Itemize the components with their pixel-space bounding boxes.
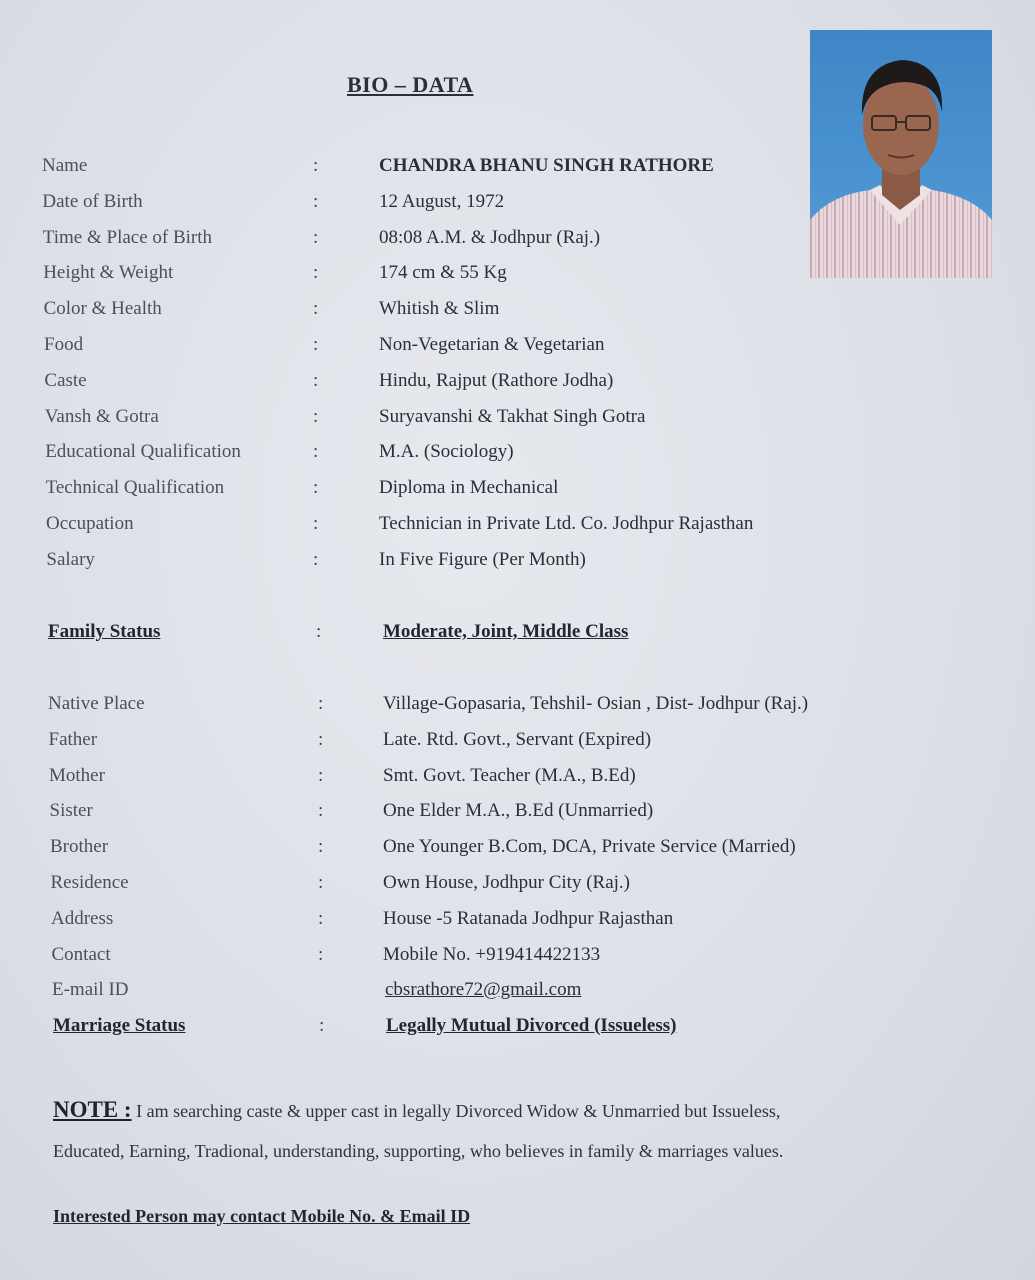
colon: :	[313, 262, 319, 284]
detail-value: 12 August, 1972	[379, 190, 505, 212]
colon: :	[313, 513, 319, 534]
detail-label: Native Place	[48, 693, 145, 714]
colon: :	[318, 764, 324, 786]
detail-label: Father	[48, 728, 98, 750]
family-status-value: Moderate, Joint, Middle Class	[383, 621, 629, 642]
colon: :	[318, 693, 324, 714]
detail-value: Whitish & Slim	[379, 298, 500, 320]
marriage-status-value: Legally Mutual Divorced (Issueless)	[386, 1015, 677, 1036]
colon: :	[313, 155, 319, 176]
detail-value: One Elder M.A., B.Ed (Unmarried)	[383, 800, 654, 822]
detail-label: Caste	[44, 369, 87, 391]
detail-value: Diploma in Mechanical	[379, 477, 559, 499]
email-link[interactable]: cbsrathore72@gmail.com	[385, 979, 582, 1000]
detail-label: Educational Qualification	[45, 441, 241, 463]
detail-row	[0, 513, 1035, 543]
detail-label: Salary	[46, 548, 95, 570]
colon: :	[313, 334, 319, 355]
detail-value: One Younger B.Com, DCA, Private Service (Married)	[383, 836, 796, 858]
email-row	[0, 979, 1035, 1009]
detail-label: Mother	[49, 764, 105, 786]
detail-value: Late. Rtd. Govt., Servant (Expired)	[383, 728, 652, 750]
detail-row	[0, 729, 1035, 759]
detail-row	[0, 155, 1035, 185]
detail-row	[0, 765, 1035, 795]
detail-value: CHANDRA BHANU SINGH RATHORE	[379, 155, 714, 176]
detail-label: Date of Birth	[42, 190, 143, 212]
detail-row	[0, 262, 1035, 292]
detail-value: 08:08 A.M. & Jodhpur (Raj.)	[379, 226, 601, 248]
detail-row	[0, 944, 1035, 974]
colon: :	[318, 728, 324, 750]
detail-value: Own House, Jodhpur City (Raj.)	[383, 872, 630, 893]
contact-footer: Interested Person may contact Mobile No. & Email ID	[53, 1206, 471, 1226]
colon: :	[318, 907, 324, 929]
detail-label: Food	[44, 334, 84, 355]
marriage-status-row	[0, 1015, 1035, 1045]
note-line-1: I am searching caste & upper cast in legally Divorced Widow & Unmarried but Issueless,	[136, 1101, 781, 1121]
detail-row	[0, 693, 1035, 723]
page-title: BIO – DATA	[347, 72, 474, 97]
detail-value: 174 cm & 55 Kg	[379, 262, 507, 284]
colon: :	[313, 405, 319, 427]
colon: :	[318, 800, 324, 822]
colon: :	[313, 548, 319, 570]
colon: :	[313, 226, 319, 248]
colon: :	[318, 836, 324, 858]
detail-label: Contact	[51, 943, 111, 965]
detail-label: Time & Place of Birth	[42, 226, 213, 248]
note-block	[53, 1090, 953, 1171]
detail-value: Smt. Govt. Teacher (M.A., B.Ed)	[383, 764, 636, 786]
detail-label: Name	[42, 155, 88, 176]
detail-row	[0, 872, 1035, 902]
colon: :	[313, 298, 319, 320]
note-line-2: Educated, Earning, Tradional, understanding, supporting, who believes in family & marriages values.	[53, 1141, 784, 1161]
detail-label: Technical Qualification	[45, 477, 225, 499]
detail-value: Mobile No. +919414422133	[383, 943, 601, 965]
detail-value: M.A. (Sociology)	[379, 441, 514, 463]
detail-label: Height & Weight	[43, 262, 174, 284]
detail-label: Sister	[49, 800, 93, 822]
email-label: E-mail ID	[52, 979, 129, 1000]
detail-row	[0, 836, 1035, 866]
detail-value: Non-Vegetarian & Vegetarian	[379, 334, 605, 355]
detail-label: Occupation	[46, 513, 134, 534]
detail-value: In Five Figure (Per Month)	[379, 548, 586, 570]
colon: :	[318, 872, 324, 893]
detail-label: Color & Health	[43, 298, 162, 320]
colon: :	[313, 190, 319, 212]
detail-value: Hindu, Rajput (Rathore Jodha)	[379, 369, 614, 391]
colon: :	[319, 1015, 325, 1036]
colon: :	[313, 441, 319, 463]
detail-row	[0, 477, 1035, 507]
detail-value: House -5 Ratanada Jodhpur Rajasthan	[383, 907, 674, 929]
detail-value: Technician in Private Ltd. Co. Jodhpur Rajasthan	[379, 513, 754, 534]
detail-label: Vansh & Gotra	[44, 405, 159, 427]
detail-row	[0, 191, 1035, 221]
note-heading: NOTE :	[53, 1097, 132, 1122]
colon: :	[318, 943, 324, 965]
detail-row	[0, 800, 1035, 830]
detail-row	[0, 549, 1035, 579]
detail-row	[0, 908, 1035, 938]
family-status-row	[0, 621, 1035, 651]
colon: :	[316, 621, 322, 642]
detail-label: Brother	[50, 836, 109, 858]
detail-label: Residence	[50, 872, 129, 893]
detail-row	[0, 441, 1035, 471]
detail-value: Suryavanshi & Takhat Singh Gotra	[379, 405, 646, 427]
detail-row	[0, 370, 1035, 400]
detail-label: Address	[51, 907, 114, 929]
colon: :	[313, 477, 319, 499]
detail-row	[0, 298, 1035, 328]
colon: :	[313, 369, 319, 391]
family-status-label: Family Status	[48, 621, 161, 642]
detail-row	[0, 227, 1035, 257]
detail-row	[0, 406, 1035, 436]
detail-row	[0, 334, 1035, 364]
marriage-status-label: Marriage Status	[53, 1015, 186, 1036]
detail-value: Village-Gopasaria, Tehshil- Osian , Dist- Jodhpur (Raj.)	[383, 693, 809, 714]
